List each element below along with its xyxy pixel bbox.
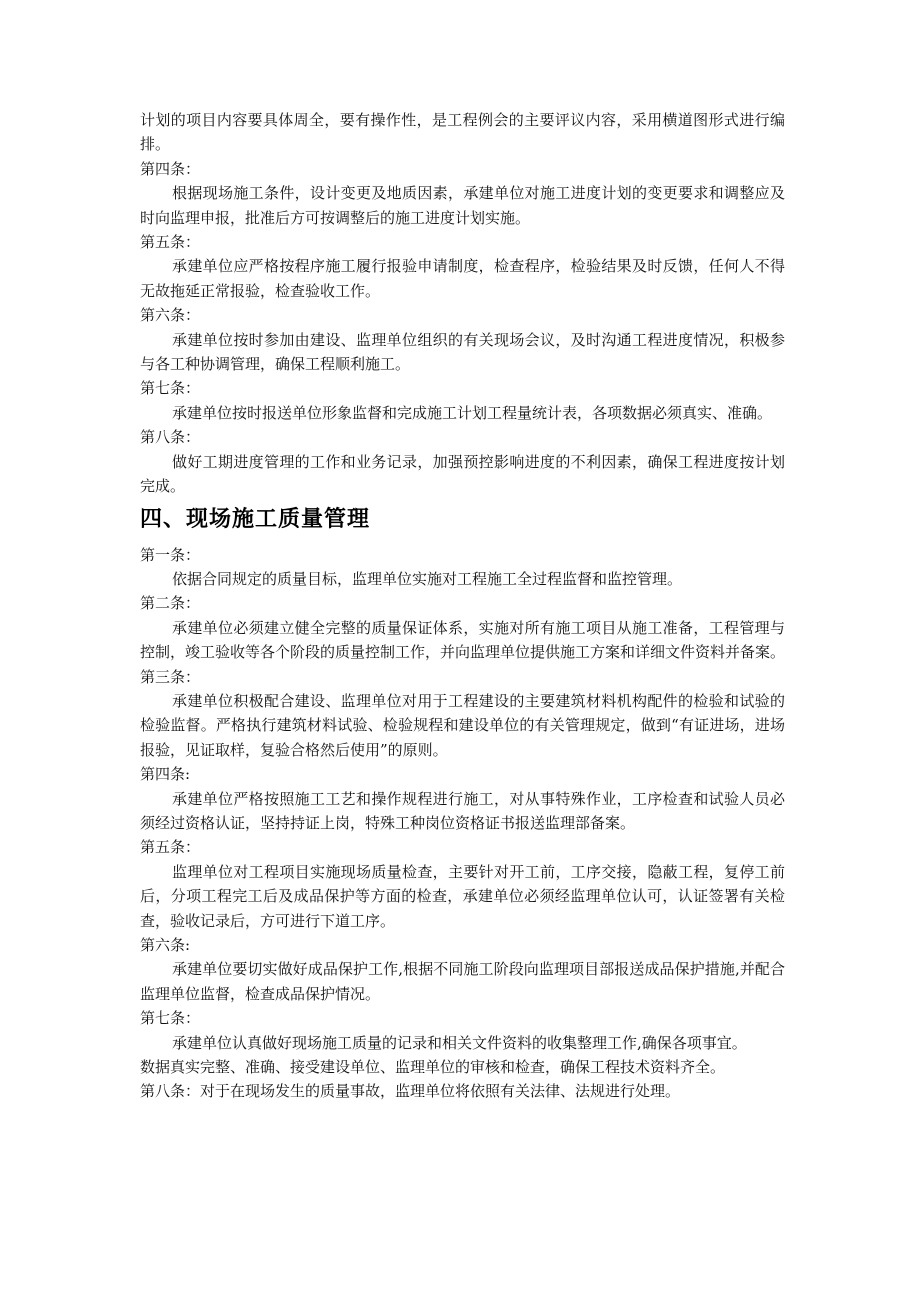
article-label: 第七条：	[140, 1009, 201, 1028]
article-text: 根据现场施工条件，设计变更及地质因素，承建单位对施工进度计划的变更要求和调整应及时向监理申报，批准后方可按调整后的施工进度计划实施。	[140, 184, 785, 227]
article-label: 第四条:	[140, 765, 191, 784]
article-label: 第二条：	[140, 594, 201, 613]
article-text: 依据合同规定的质量目标，监理单位实施对工程施工全过程监督和监控管理。	[172, 569, 683, 588]
article-text: 承建单位必须建立健全完整的质量保证体系，实施对所有施工项目从施工准备，工程管理与控制，竣工验收等各个阶段的质量控制工作，并向监理单位提供施工方案和详细文件资料并备案。	[140, 618, 786, 662]
article-label: 第七条：	[140, 379, 201, 398]
article-text: 监理单位对工程项目实施现场质量检查，主要针对开工前，工序交接，隐蔽工程，复停工前后，分项工程完工后及成品保护等方面的检查，承建单位必须经监理单位认可，认证签署有关检查，验收记录后，方可进行下道工序。	[140, 862, 785, 930]
article-label: 第四条：	[140, 159, 201, 178]
article-label: 第五条：	[140, 233, 201, 252]
article-label: 第八条：	[140, 428, 201, 447]
document-page	[140, 108, 785, 1104]
section-4-articles	[140, 543, 785, 1104]
article-text: 做好工期进度管理的工作和业务记录，加强预控影响进度的不利因素，确保工程进度按计划完成。	[140, 452, 785, 496]
article-label: 第六条：	[140, 306, 201, 325]
article-text: 承建单位按时参加由建设、监理单位组织的有关现场会议，及时沟通工程进度情况，积极参与各工种协调管理，确保工程顺利施工。	[140, 330, 785, 374]
article-label: 第五条：	[140, 838, 201, 857]
continuation-paragraph: 计划的项目内容要具体周全，要有操作性，是工程例会的主要评议内容，采用横道图形式进行编排。	[140, 111, 785, 154]
article-text: 承建单位认真做好现场施工质量的记录和相关文件资料的收集整理工作,确保各项事宜。	[172, 1033, 747, 1052]
article-text: 承建单位严格按照施工工艺和操作规程进行施工，对从事特殊作业，工序检查和试验人员必须经过资格认证，坚持持证上岗，特殊工种岗位资格证书报送监理部备案。	[140, 789, 785, 832]
article-label: 第一条：	[140, 545, 201, 564]
article-label: 第六条:	[140, 936, 191, 954]
section-3-articles	[140, 157, 785, 499]
article-text: 承建单位要切实做好成品保护工作,根据不同施工阶段向监理项目部报送成品保护措施,并配合监理单位监督，检查成品保护情况。	[140, 960, 785, 1003]
article-text: 承建单位应严格按程序施工履行报验申请制度，检查程序，检验结果及时反馈，任何人不得无故拖延正常报验，检查验收工作。	[140, 257, 785, 300]
final-article-line: 第八条：对于在现场发生的质量事故，监理单位将依照有关法律、法规进行处理。	[140, 1082, 681, 1101]
article-label: 第三条：	[140, 667, 201, 686]
section-heading: 四、现场施工质量管理	[140, 506, 371, 532]
article-text: 承建单位按时报送单位形象监督和完成施工计划工程量统计表，各项数据必须真实、准确。	[172, 403, 773, 422]
article-continuation: 数据真实完整、准确、接受建设单位、监理单位的审核和检查，确保工程技术资料齐全。	[140, 1058, 726, 1077]
article-text: 承建单位积极配合建设、监理单位对用于工程建设的主要建筑材料机构配件的检验和试验的检验监督。严格执行建筑材料试验、检验规程和建设单位的有关管理规定，做到“有证进场，进场报验，见证取样，复验合格然后使用”的原则。	[140, 691, 785, 759]
